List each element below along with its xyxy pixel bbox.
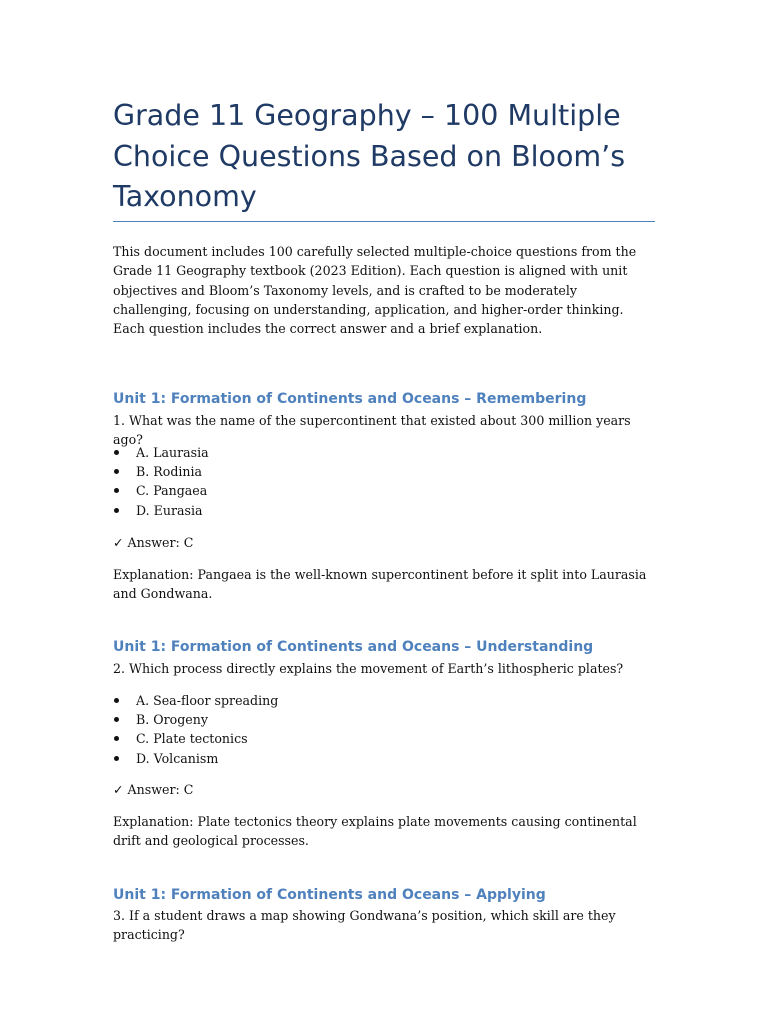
option-item (113, 729, 278, 748)
bullet-icon (114, 450, 119, 455)
options-list (113, 691, 278, 768)
answer-text: ✓ Answer: C (113, 535, 194, 550)
bullet-icon (114, 736, 119, 741)
bullet-icon (114, 508, 119, 513)
option-label: A. Sea-floor spreading (136, 693, 279, 708)
option-label: C. Pangaea (136, 483, 208, 499)
bullet-icon (114, 488, 119, 493)
option-item (113, 443, 209, 462)
option-item (113, 691, 278, 710)
section-heading: Unit 1: Formation of Continents and Oceans – Understanding (113, 639, 594, 655)
answer-text: ✓ Answer: C (113, 782, 194, 797)
option-label: D. Volcanism (136, 750, 219, 766)
bullet-icon (114, 717, 119, 722)
option-item (113, 749, 278, 768)
bullet-icon (114, 756, 119, 761)
option-item (113, 710, 278, 729)
option-label: D. Eurasia (136, 502, 203, 518)
title-divider (113, 221, 655, 222)
bullet-icon (114, 698, 119, 703)
page-title: Grade 11 Geography – 100 Multiple Choice Questions Based on Bloom’s Taxonomy (113, 99, 626, 213)
option-label: C. Plate tectonics (136, 731, 248, 747)
options-list (113, 443, 209, 520)
option-item (113, 501, 209, 520)
option-item (113, 462, 209, 481)
intro-paragraph: This document includes 100 carefully selected multiple-choice questions from the Grade 11 Geography textbook (2023 Edition). Each question is aligned with unit objectives and Bloom’s Taxonomy levels, and is crafted to be moderately challenging, focusing on understanding, application, and higher-order thinking. Each question includes the correct answer and a brief explanation. (113, 244, 637, 337)
explanation-text: Explanation: Pangaea is the well-known supercontinent before it split into Laurasia and Gondwana. (113, 567, 647, 602)
question-text: 2. Which process directly explains the movement of Earth’s lithospheric plates? (113, 661, 624, 676)
bullet-icon (114, 469, 119, 474)
title-block (113, 96, 658, 218)
option-label: B. Orogeny (136, 712, 208, 728)
section-heading: Unit 1: Formation of Continents and Oceans – Applying (113, 887, 546, 903)
explanation-text: Explanation: Plate tectonics theory explains plate movements causing continental drift and geological processes. (113, 814, 637, 849)
option-label: B. Rodinia (136, 464, 203, 480)
option-item (113, 481, 209, 500)
option-label: A. Laurasia (136, 445, 209, 460)
question-text: 1. What was the name of the supercontinent that existed about 300 million years ago? (113, 413, 631, 448)
section-heading: Unit 1: Formation of Continents and Oceans – Remembering (113, 391, 587, 407)
question-text: 3. If a student draws a map showing Gondwana’s position, which skill are they practicing? (113, 908, 616, 943)
